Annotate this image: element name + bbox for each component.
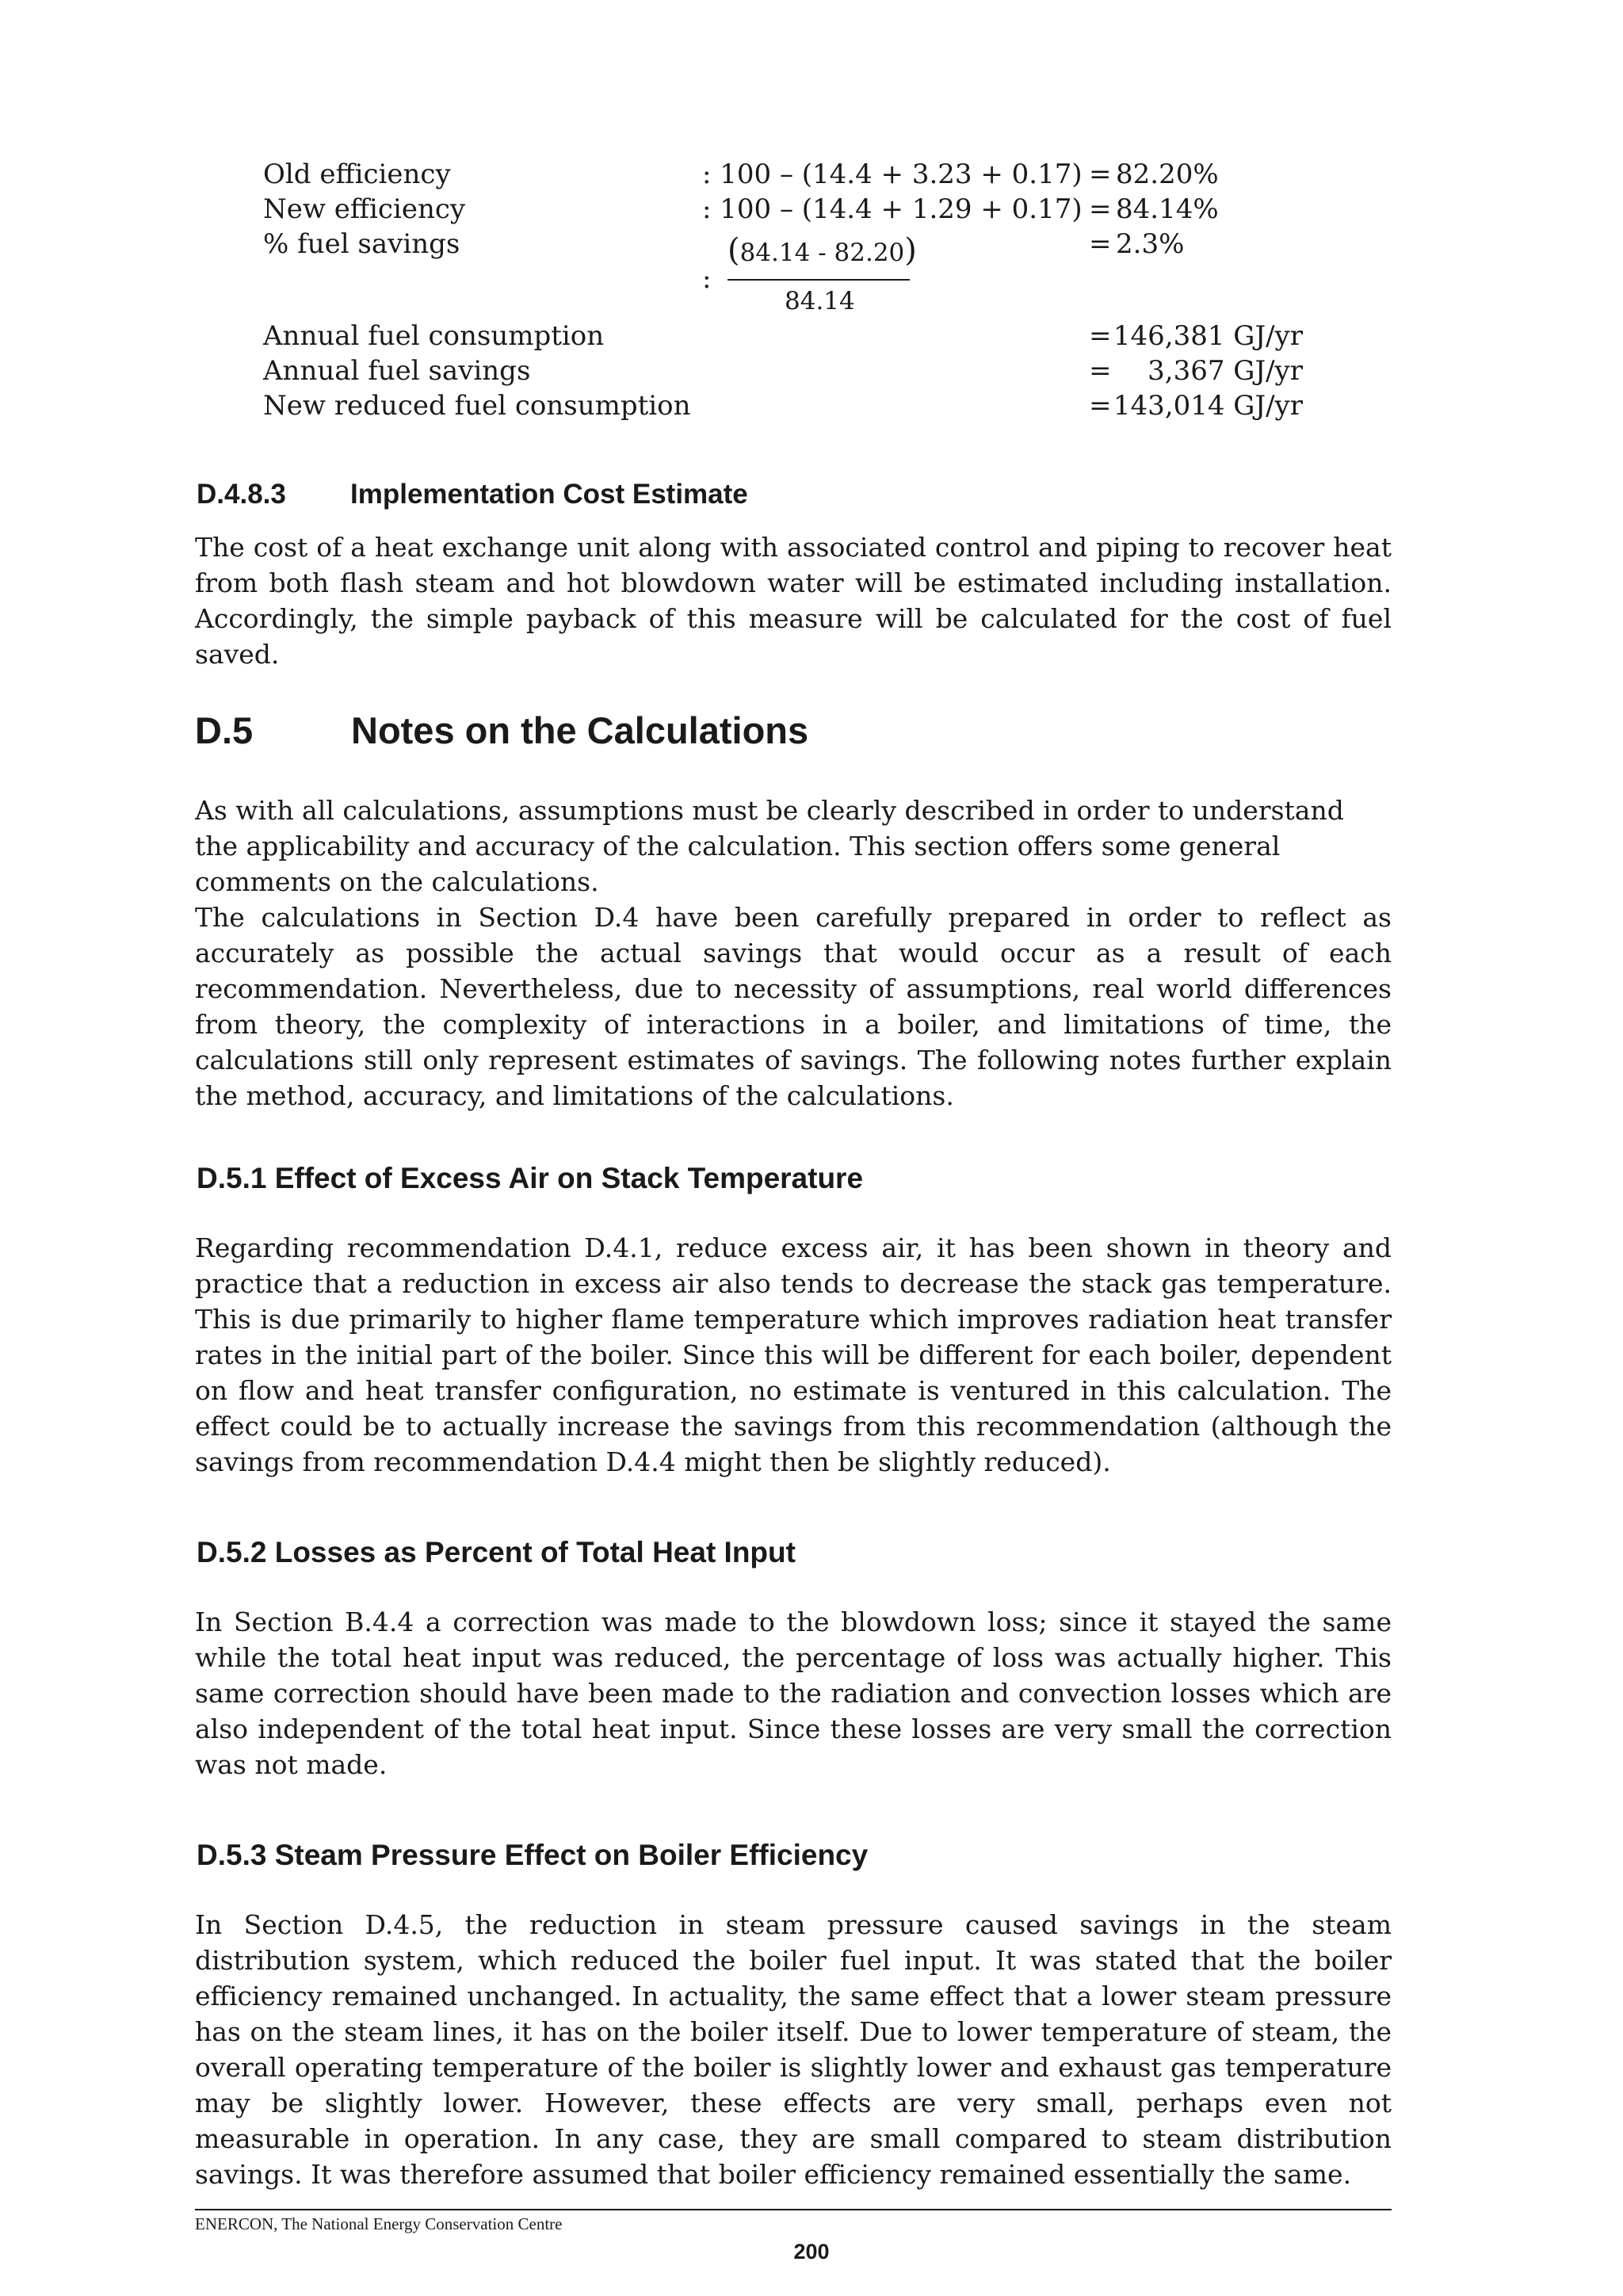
section-d5-paragraph-1: As with all calculations, assumptions must be clearly described in order to understand the applicability and accuracy of the calculation. This section offers some general comments on the calculations.: [195, 795, 1344, 897]
fuel-savings-equals: =: [1089, 228, 1112, 260]
annual-savings-label: Annual fuel savings: [263, 355, 531, 387]
old-efficiency-label: Old efficiency: [263, 159, 451, 190]
section-d483-body: The cost of a heat exchange unit along with associated control and piping to recover heat from both flash steam and hot blowdown water will be estimated including installation. Accordingly, the simple payback of this measure will be calculated for the cost of fuel saved.: [195, 532, 1392, 670]
section-d52-heading: D.5.2 Losses as Percent of Total Heat Input: [197, 1536, 796, 1568]
fraction-line: [727, 279, 910, 281]
old-efficiency-expression: : 100 – (14.4 + 3.23 + 0.17): [702, 159, 1083, 190]
fuel-savings-numerator-text: 84.14 - 82.20: [739, 239, 905, 267]
section-d52-body: In Section B.4.4 a correction was made to the blowdown loss; since it stayed the same while the total heat input was reduced, the percentage of loss was actually higher. This same correction should have been made to the radiation and convection losses which are also independent of the total heat input. Since these losses are very small the correction was not made.: [195, 1606, 1392, 1780]
section-d51-body: Regarding recommendation D.4.1, reduce excess air, it has been shown in theory and practice that a reduction in excess air also tends to decrease the stack gas temperature. This is due primarily to higher flame temperature which improves radiation heat transfer rates in the initial part of the boiler. Since this will be different for each boiler, dependent on flow and heat transfer configuration, no estimate is ventured in this calculation. The effect could be to actually increase the savings from this recommendation (although the savings from recommendation D.4.4 might then be slightly reduced).: [195, 1232, 1392, 1477]
section-d483-number: D.4.8.3: [197, 479, 286, 510]
annual-consumption-value: 146,381 GJ/yr: [1113, 320, 1303, 352]
new-efficiency-label: New efficiency: [263, 193, 466, 225]
old-efficiency-value: 82.20%: [1116, 159, 1219, 190]
section-d5-number: D.5: [195, 709, 254, 751]
new-efficiency-value: 84.14%: [1116, 193, 1219, 225]
new-efficiency-expression: : 100 – (14.4 + 1.29 + 0.17): [702, 193, 1083, 225]
fuel-savings-denominator: 84.14: [785, 287, 855, 315]
section-d483-title: Implementation Cost Estimate: [350, 479, 748, 510]
fuel-savings-colon: :: [702, 263, 712, 295]
annual-consumption-label: Annual fuel consumption: [263, 320, 605, 352]
section-d5-title: Notes on the Calculations: [351, 709, 809, 751]
section-d5-paragraph-2: The calculations in Section D.4 have been carefully prepared in order to reflect as accurately as possible the actual savings that would occur as a result of each recommendation. Nevertheless, due to necessity of assumptions, real world differences from theory, the complexity of interactions in a boiler, and limitations of time, the calculations still only represent estimates of savings. The following notes further explain the method, accuracy, and limitations of the calculations.: [195, 902, 1392, 1111]
section-d483-heading: [197, 477, 748, 512]
new-consumption-value: 143,014 GJ/yr: [1113, 390, 1303, 422]
fuel-savings-label: % fuel savings: [263, 228, 460, 260]
section-d53-body: In Section D.4.5, the reduction in steam pressure caused savings in the steam distribution system, which reduced the boiler fuel input. It was stated that the boiler efficiency remained unchanged. In actuality, the same effect that a lower steam pressure has on the steam lines, it has on the boiler itself. Due to lower temperature of steam, the overall operating temperature of the boiler is slightly lower and exhaust gas temperature may be slightly lower. However, these effects are very small, perhaps even not measurable in operation. In any case, they are small compared to steam distribution savings. It was therefore assumed that boiler efficiency remained essentially the same.: [195, 1909, 1392, 2190]
annual-savings-equals: =: [1089, 355, 1112, 387]
old-efficiency-equals: =: [1089, 159, 1112, 190]
fuel-savings-value: 2.3%: [1116, 228, 1185, 260]
new-consumption-label: New reduced fuel consumption: [263, 390, 691, 422]
annual-consumption-equals: =: [1089, 320, 1112, 352]
section-d53-heading: D.5.3 Steam Pressure Effect on Boiler Efficiency: [197, 1839, 869, 1871]
section-d5-heading: [195, 707, 808, 755]
section-d51-heading: D.5.1 Effect of Excess Air on Stack Temperature: [197, 1162, 864, 1194]
footer-rule: [195, 2209, 1392, 2210]
annual-savings-value: 3,367 GJ/yr: [1148, 355, 1303, 387]
page-number: 200: [793, 2240, 830, 2264]
new-consumption-equals: =: [1089, 390, 1112, 422]
new-efficiency-equals: =: [1089, 193, 1112, 225]
footer-organization: ENERCON, The National Energy Conservation Centre: [195, 2214, 563, 2233]
fuel-savings-numerator: (84.14 - 82.20): [727, 232, 917, 269]
